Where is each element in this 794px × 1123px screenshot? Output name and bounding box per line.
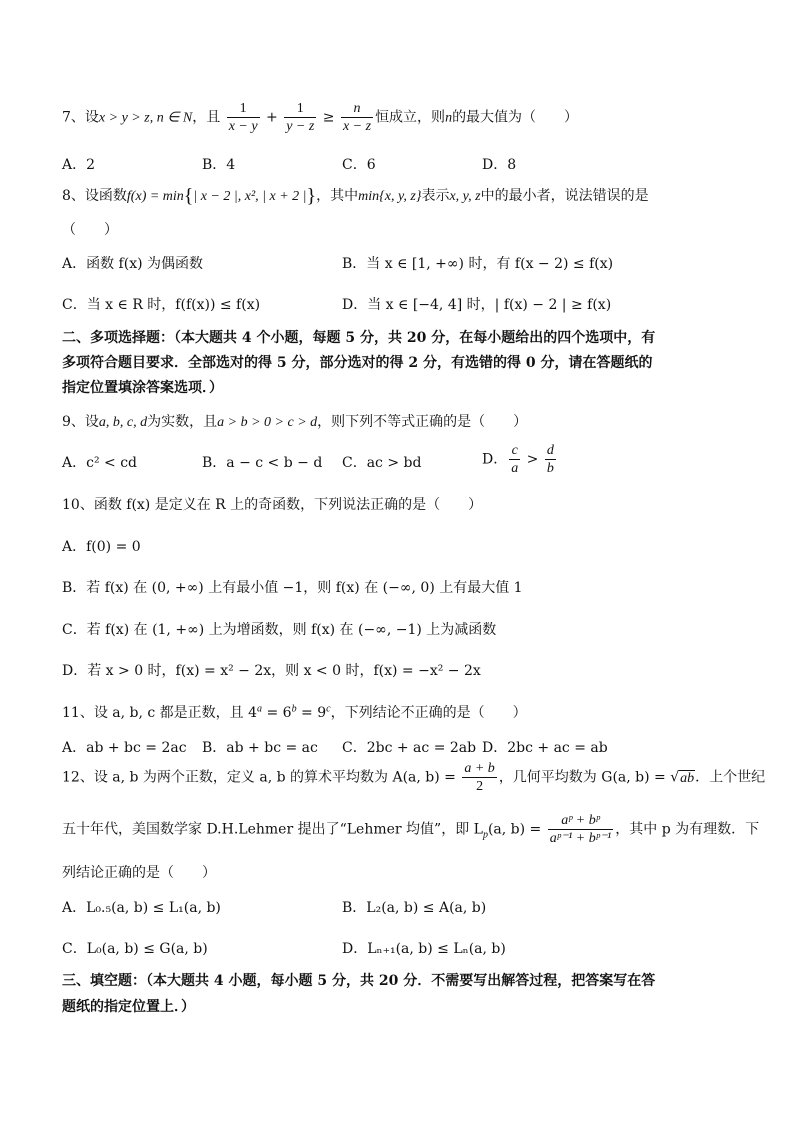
q12-option-d: D．Lₙ₊₁(a, b) ≤ Lₙ(a, b) [342,941,506,957]
q9-d-frac-1 [509,442,520,477]
section-3-line-2: 题纸的指定位置上．） [62,999,195,1015]
q9-d-num2: d [546,443,554,458]
q11-stem-b: ，下列结论不正确的是（ ） [330,705,527,721]
question-10-stem: 10、函数 f(x) 是定义在 R 上的奇函数，下列说法正确的是（ ） [62,497,483,513]
q7-fraction-1 [227,100,260,135]
q8-paren: （ ） [62,222,118,238]
question-9-stem [62,411,527,431]
q7-f1-den: x − y [228,119,258,134]
q9-text2: ，则下列不等式正确的是（ ） [317,414,528,430]
q7-prefix: 7、设 [62,109,99,126]
q8-prefix: 8、设函数 [62,188,127,204]
q11-eq1: = 6 [262,705,292,721]
q9-vars: a, b, c, d [98,415,148,430]
q12-p5: ，其中 p 为有理数．下 [615,821,760,838]
q7-text2: 恒成立，则 [375,109,446,126]
q9-option-b: B．a − c < b − d [202,455,323,471]
q12-p3: ．上个世纪 [695,769,766,786]
q12-stem-line-3: 列结论正确的是（ ） [62,865,216,881]
q7-fraction-3 [341,100,373,135]
q9-d-den2: b [546,461,554,476]
q9-option-c: C．ac > bd [342,455,422,471]
question-11-stem [62,702,527,722]
q7-f3-num: n [341,100,373,118]
q7-fraction-2 [284,100,316,135]
q12-L-den: aᵖ⁻¹ + bᵖ⁻¹ [549,831,612,846]
q9-d-num1: c [509,442,520,460]
q12-p2: ，几何平均数为 G(a, b) = [498,769,671,786]
q9-d-gt: > [522,451,543,468]
q7-option-c: C．6 [342,157,376,173]
q9-d-den1: a [511,461,519,476]
q12-option-a: A．L₀.₅(a, b) ≤ L₁(a, b) [62,900,221,916]
q7-f3-den: x − z [342,119,372,134]
q9-prefix: 9、设 [62,414,99,430]
q7-option-b: B．4 [202,157,236,173]
q7-var-n: n [445,110,453,126]
q9-text1: 为实数，且 [147,414,218,430]
q10-option-d: D．若 x > 0 时，f(x) = x² − 2x，则 x < 0 时，f(x) = −x² − 2x [62,663,481,679]
q11-option-b: B．ab + bc = ac [202,740,318,756]
q12-L-num: aᵖ + bᵖ [548,812,614,830]
q7-condition: x > y > z, n ∈ N [98,110,193,126]
q11-option-a: A．ab + bc = 2ac [62,740,187,756]
q8-text1: ，其中 [316,188,359,204]
q9-d-label: D． [482,451,508,468]
question-8-stem [62,185,649,208]
q9-option-a: A．c² < cd [62,455,137,471]
q11-exp-c: c [326,703,331,715]
q11-exp-a: a [257,703,263,715]
q7-f1-num: 1 [227,100,260,118]
q12-A-den: 2 [476,779,484,794]
q12-sqrt-arg: ab [680,770,695,786]
q9-cond: a > b > 0 > c > d [217,415,318,430]
q11-option-d: D．2bc + ac = ab [482,740,608,756]
question-12-stem-line-2 [62,812,759,847]
q12-A-frac [462,760,496,795]
q7-ge: ≥ [318,109,339,126]
q8-option-d: D．当 x ∈ [−4, 4] 时，| f(x) − 2 | ≥ f(x) [342,297,612,313]
question-12-stem-line-1 [62,760,765,795]
q8-func: f(x) = min [126,189,184,204]
q12-A-num: a + b [464,761,495,776]
q12-L-frac [548,812,614,847]
q7-option-d: D．8 [482,157,517,173]
q12-p4b: (a, b) = [487,821,546,838]
q12-p4: 五十年代，美国数学家 D.H.Lehmer 提出了“Lehmer 均值”，即 L [62,821,483,838]
q7-plus: + [261,109,283,126]
q10-option-c: C．若 f(x) 在 (1, +∞) 上为增函数，则 f(x) 在 (−∞, −1) 上为减函数 [62,622,497,638]
q8-option-c: C．当 x ∈ R 时，f(f(x)) ≤ f(x) [62,297,261,313]
q8-option-b: B．当 x ∈ [1, +∞) 时，有 f(x − 2) ≤ f(x) [342,256,614,272]
q8-option-a: A．函数 f(x) 为偶函数 [62,256,204,272]
q11-eq2: = 9 [296,705,327,721]
section-2-line-1: 二、多项选择题：（本大题共 4 个小题，每题 5 分，共 20 分，在每小题给出的四个选项中，有 [62,330,656,346]
q11-exp-b: b [291,703,297,715]
q8-min: min{x, y, z} [358,189,422,204]
q11-stem-a: 11、设 a, b, c 都是正数，且 4 [62,705,258,721]
q7-text3: 的最大值为（ ） [452,109,579,126]
q12-sqrt-sign: √ [670,769,680,786]
q8-text2: 表示 [421,188,450,204]
q9-d-frac-2 [545,442,556,477]
q7-f2-den: y − z [286,119,315,134]
q7-f2-num: 1 [284,100,316,118]
section-2-line-3: 指定位置填涂答案选项．） [62,380,223,396]
q8-set: | x − 2 |, x², | x + 2 | [193,189,307,204]
q10-option-a: A．f(0) = 0 [62,539,141,555]
q10-option-b: B．若 f(x) 在 (0, +∞) 上有最小值 −1，则 f(x) 在 (−∞, 0) 上有最大值 1 [62,580,523,596]
q12-option-c: C．L₀(a, b) ≤ G(a, b) [62,941,208,957]
q8-brace-close: } [306,185,317,207]
q9-option-d [482,442,558,477]
q8-brace-open: { [183,185,194,207]
section-3-line-1: 三、填空题：（本大题共 4 小题，每小题 5 分，共 20 分．不需要写出解答过程，把答案写在答 [62,973,656,989]
q7-text1: ，且 [192,109,221,126]
q11-option-c: C．2bc + ac = 2ab [342,740,477,756]
q12-p1: 12、设 a, b 为两个正数，定义 a, b 的算术平均数为 A(a, b) = [62,769,461,786]
q7-option-a: A．2 [62,157,96,173]
q8-vars: x, y, z [449,189,481,204]
section-2-line-2: 多项符合题目要求．全部选对的得 5 分，部分选对的得 2 分，有选错的得 0 分，请在答题纸的 [62,355,653,371]
q8-text3: 中的最小者，说法错误的是 [480,188,649,204]
q12-option-b: B．L₂(a, b) ≤ A(a, b) [342,900,487,916]
question-7-stem [62,100,578,135]
q12-p4-sub: p [482,829,488,841]
